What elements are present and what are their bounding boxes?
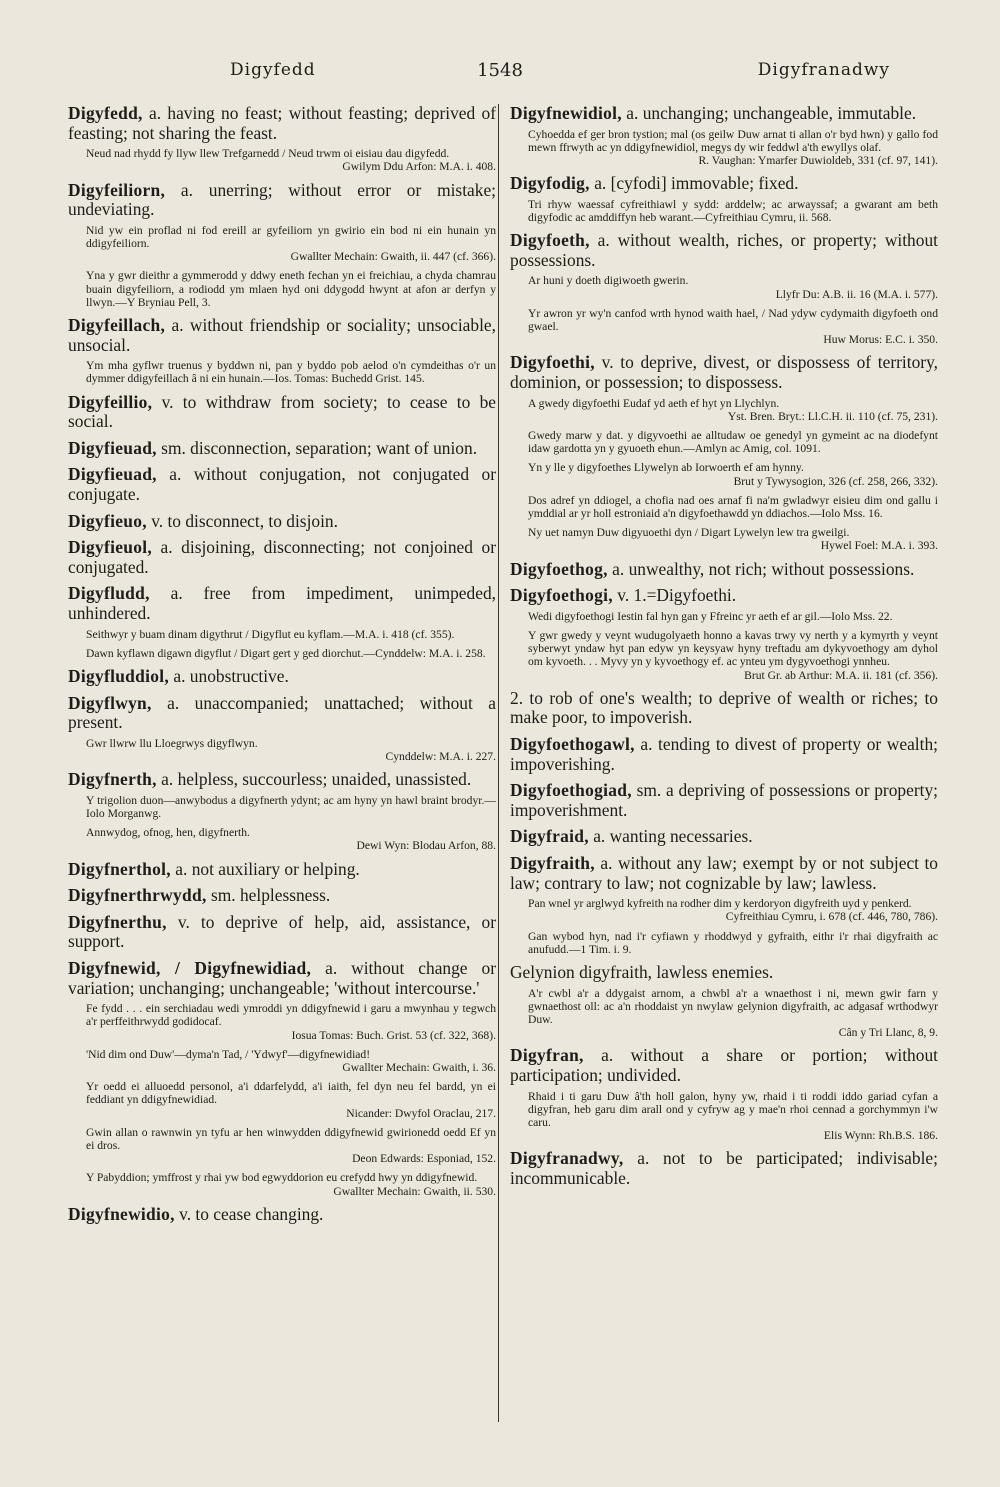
headword: Digyfoethog,: [510, 558, 608, 579]
quotation: [86, 794, 496, 820]
quotation: [528, 1090, 938, 1143]
definition: a. unerring; without error or mistake; undeviating.: [68, 179, 496, 220]
headword: Digyfludd,: [68, 583, 150, 604]
definition: a. tending to divest of property or wealth; impoverishing.: [510, 734, 938, 774]
quotation-source: Hywel Foel: M.A. i. 393.: [820, 539, 938, 553]
running-head-right: Digyfranadwy: [757, 60, 890, 80]
quotation: [528, 198, 938, 224]
quotation-source: Gwallter Mechain: Gwaith, i. 36.: [342, 1060, 496, 1074]
dictionary-entry: [68, 181, 496, 309]
quotation-text: Tri rhyw waessaf cyfreithiawl y sydd: arddelw; ac arwayssaf; a gwarant am beth digyfodic ac amddiffyn heb warant.—Cyfreithiau Cymru, ii. 568.: [528, 197, 938, 224]
dictionary-entry: [68, 584, 496, 660]
headword: Digyfoethogiad,: [510, 780, 632, 801]
quotation-text: A gwedy digyfoethi Eudaf yd aeth ef hyt yn Llychlyn.: [528, 396, 780, 410]
quotation: [86, 269, 496, 309]
definition: a. without conjugation, not conjugated or conjugate.: [68, 464, 496, 504]
definition: v. to disconnect, to disjoin.: [151, 510, 338, 531]
quotation-text: Gwedy marw y dat. y digyvoethi ae alltudaw oe genedyl yn gymeint ac na diodefynt idaw gardotta yn y gyuoeth ehun.—Amlyn ac Amig, col. 1091.: [528, 429, 938, 456]
entry-text: [510, 104, 938, 124]
dictionary-entry: [68, 439, 496, 459]
quotation-text: Y gwr gwedy y veynt wudugolyaeth honno a kavas trwy vy nerth y a kymyrth y veynt syberwyt yndaw hyt pan edyw yn keysyaw hyny treftadu am dykyvoethogy am dyhol om kyvoeth. . . Myvy yn y kyvoethogy ef. ac ynteu ym dygyvoethogi ynnheu.: [528, 629, 938, 669]
headword: Digyfluddiol,: [68, 665, 170, 686]
entry-text: [510, 1046, 938, 1085]
entry-text: [68, 439, 496, 459]
definition: a. having no feast; without feasting; deprived of feasting; not sharing the feast.: [68, 103, 496, 143]
definition: a. disjoining, disconnecting; not conjoined or conjugated.: [68, 537, 496, 577]
quotation-text: Gwin allan o rawnwin yn tyfu ar hen winwydden ddigyfnewid gwirionedd oedd Ef yn ei dros.: [86, 1125, 496, 1152]
headword: Digyfoeth,: [510, 230, 590, 251]
quotation: [86, 1171, 496, 1197]
definition: sm. helplessness.: [210, 885, 331, 906]
headword: Digyfoethi,: [510, 352, 595, 373]
quotation-text: Ar huni y doeth digiwoeth gwerin.: [528, 274, 689, 288]
dictionary-entry: [68, 1205, 496, 1225]
quotation: [86, 1048, 496, 1074]
definition: Gelynion digyfraith, lawless enemies.: [510, 961, 774, 982]
dictionary-entry: [510, 689, 938, 728]
quotation: [86, 628, 496, 641]
quotation-text: Fe fydd . . . ein serchiadau wedi ymroddi yn ddigyfnewid i garu a mwynhau y tegwch a'r perffeithrwydd godidocaf.: [86, 1002, 496, 1029]
entry-text: [68, 860, 496, 880]
quotation-source: Dewi Wyn: Blodau Arfon, 88.: [356, 839, 496, 853]
entry-text: [68, 667, 496, 687]
definition: sm. a depriving of possessions or property; impoverishment.: [510, 780, 938, 820]
definition: a. without friendship or sociality; unsociable, unsocial.: [68, 315, 496, 355]
entry-text: [68, 316, 496, 355]
dictionary-entry: [510, 174, 938, 224]
page-number: 1548: [477, 60, 523, 81]
entry-text: [68, 538, 496, 577]
definition: a. without a share or portion; without participation; undivided.: [510, 1045, 938, 1085]
entry-text: [510, 353, 938, 392]
definition: a. without change or variation; unchanging; unchangeable; 'without intercourse.': [68, 957, 496, 998]
quotation-text: Y Pabyddion; ymffrost y rhai yw bod egwyddorion eu crefydd hwy yn ddigyfnewid.: [86, 1171, 478, 1185]
dictionary-entry: [510, 781, 938, 820]
dictionary-entry: [68, 538, 496, 577]
entry-text: [510, 854, 938, 893]
dictionary-entry: [68, 512, 496, 532]
dictionary-entry: [510, 963, 938, 1039]
quotation-source: Cân y Tri Llanc, 8, 9.: [838, 1026, 938, 1040]
entry-text: [68, 770, 496, 790]
quotation: [528, 397, 938, 423]
entry-text: [68, 584, 496, 623]
quotation-source: Cyfreithiau Cymru, i. 678 (cf. 446, 780, 786).: [725, 910, 938, 924]
entry-text: [510, 560, 938, 580]
entry-text: [68, 886, 496, 906]
quotation-text: Y trigolion duon—anwybodus a digyfnerth ydynt; ac am hyny yn hawl braint brodyr.—Iolo Morganwg.: [86, 793, 496, 820]
right-column: [510, 104, 938, 1196]
quotation: [528, 629, 938, 682]
quotation: [528, 526, 938, 552]
quotation-text: Gan wybod hyn, nad i'r cyfiawn y rhoddwyd y gyfraith, eithr i'r rhai digyfraith ac anufudd.—1 Tim. i. 9.: [528, 929, 938, 956]
quotation-text: Cyhoedda ef ger bron tystion; mal (os geilw Duw arnat ti allan o'r byd hwn) y gallo fod mewn ffrwyth ac yn ddigyfnewidiol, megys dy wir feddwl a'th ewyllys olaf.: [528, 127, 938, 154]
definition: a. unobstructive.: [173, 665, 289, 686]
quotation-text: Neud nad rhydd fy llyw llew Trefgarnedd / Neud trwm oi eisiau dau digyfedd.: [86, 147, 450, 161]
quotation-source: Brut y Tywysogion, 326 (cf. 258, 266, 332).: [733, 474, 938, 488]
entry-text: [68, 959, 496, 998]
quotation-text: 'Nid dim ond Duw'—dyma'n Tad, / 'Ydwyf'—digyfnewidiad!: [86, 1047, 371, 1061]
quotation-source: Gwallter Mechain: Gwaith, ii. 530.: [333, 1184, 496, 1198]
quotation-text: Dos adref yn ddiogel, a chofia nad oes arnaf fi na'm gwladwyr eisieu dim ond gallu i ymddial ar yr holl estroniaid a'n digyfoethawdd yn ddiachos.—Iolo Mss. 16.: [528, 493, 938, 521]
definition: v. to deprive of help, aid, assistance, or support.: [68, 911, 496, 952]
entry-text: [510, 963, 938, 983]
entry-text: [68, 181, 496, 220]
quotation-text: Dawn kyflawn digawn digyflut / Digart gert y ged diorchut.—Cynddelw: M.A. i. 258.: [86, 646, 486, 660]
quotation-source: Brut Gr. ab Arthur: M.A. ii. 181 (cf. 356).: [744, 668, 938, 682]
entry-text: [510, 1149, 938, 1188]
quotation: [528, 307, 938, 347]
dictionary-entry: [68, 393, 496, 432]
definition: v. to deprive, divest, or dispossess of territory, dominion, or possession; to dispossess.: [510, 352, 938, 392]
entry-text: [510, 174, 938, 194]
dictionary-entry: [68, 959, 496, 1198]
quotation: [528, 461, 938, 487]
dictionary-entry: [510, 827, 938, 847]
headword: Digyfraith,: [510, 852, 595, 873]
entry-text: [68, 913, 496, 952]
definition: v. to cease changing.: [179, 1203, 324, 1224]
dictionary-entry: [68, 886, 496, 906]
headword: Digyflwyn,: [68, 692, 152, 713]
quotation: [528, 274, 938, 300]
dictionary-entry: [68, 316, 496, 386]
quotation-text: Nid yw ein proflad ni fod ereill ar gyfeiliorn yn gwirio ein bod ni ein hunain yn ddigyfeiliorn.: [86, 223, 496, 250]
quotation: [528, 610, 938, 623]
entry-text: [510, 586, 938, 606]
definition: a. unaccompanied; unattached; without a present.: [68, 692, 496, 733]
dictionary-entry: [510, 1046, 938, 1142]
quotation-text: Rhaid i ti garu Duw â'th holl galon, hyny yw, rhaid i ti roddi iddo gariad cyfan a digyfran, heb garu dim arall ond y cyfryw ag y mae'n rhoi cennad a gorchymmyn i'w caru.: [528, 1089, 938, 1129]
definition: a. helpless, succourless; unaided, unassisted.: [161, 769, 472, 790]
page-header: [70, 60, 930, 88]
definition: v. to withdraw from society; to cease to be social.: [68, 391, 496, 432]
headword: Digyfraid,: [510, 826, 589, 847]
definition: v. 1.=Digyfoethi.: [617, 585, 737, 606]
definition: a. not to be participated; indivisable; incommunicable.: [510, 1148, 938, 1188]
entry-text: [510, 827, 938, 847]
entry-text: [68, 512, 496, 532]
quotation-source: Elis Wynn: Rh.B.S. 186.: [823, 1129, 938, 1143]
dictionary-entry: [68, 913, 496, 952]
headword: Digyfeillach,: [68, 315, 166, 335]
quotation: [528, 429, 938, 455]
quotation: [86, 1126, 496, 1166]
entry-text: [68, 465, 496, 504]
dictionary-entry: [68, 667, 496, 687]
headword: Digyfnerth,: [68, 769, 157, 790]
quotation: [528, 128, 938, 168]
dictionary-entry: [68, 860, 496, 880]
dictionary-entry: [510, 1149, 938, 1188]
headword: Digyfieuad,: [68, 437, 157, 458]
quotation-source: Gwilym Ddu Arfon: M.A. i. 408.: [342, 160, 496, 174]
quotation-source: Yst. Bren. Bryt.: Ll.C.H. ii. 110 (cf. 75, 231).: [727, 409, 938, 423]
quotation-source: R. Vaughan: Ymarfer Duwioldeb, 331 (cf. 97, 141).: [698, 154, 938, 167]
quotation-source: Gwallter Mechain: Gwaith, ii. 447 (cf. 366).: [290, 250, 496, 264]
entry-text: [68, 393, 496, 432]
quotation: [86, 826, 496, 852]
headword: Digyfieuol,: [68, 537, 152, 558]
quotation-text: Wedi digyfoethogi Iestin fal hyn gan y Ffreinc yr aeth ef ar gil.—Iolo Mss. 22.: [528, 609, 893, 623]
column-divider: [498, 104, 499, 1422]
dictionary-entry: [510, 104, 938, 167]
dictionary-entry: [68, 465, 496, 504]
headword: Digyfeiliorn,: [68, 179, 166, 200]
quotation: [86, 147, 496, 173]
dictionary-entry: [510, 586, 938, 682]
entry-text: [68, 694, 496, 733]
quotation: [528, 897, 938, 923]
quotation-text: Annwydog, ofnog, hen, digyfnerth.: [86, 826, 250, 840]
quotation-text: Pan wnel yr arglwyd kyfreith na rodher dim y kerdoryon digyfreith uyd y penkerd.: [528, 897, 912, 911]
headword: Digyfnewidiol,: [510, 103, 622, 123]
quotation-text: Yn y lle y digyfoethes Llywelyn ab Iorwoerth ef am hynny.: [528, 461, 804, 475]
quotation-source: Llyfr Du: A.B. ii. 16 (M.A. i. 577).: [775, 287, 938, 301]
quotation-source: Nicander: Dwyfol Oraclau, 217.: [346, 1106, 496, 1120]
definition: 2. to rob of one's wealth; to deprive of wealth or riches; to make poor, to impoverish.: [510, 687, 938, 728]
dictionary-entry: [510, 353, 938, 552]
quotation-text: Ym mha gyflwr truenus y byddwn ni, pan y byddo pob aelod o'n cymdeithas o'r un dymmer ddigyfeillach â ni ein hunain.—Ios. Tomas: Buchedd Grist. 145.: [86, 359, 496, 386]
headword: Digyfnewidio,: [68, 1203, 175, 1224]
headword: Digyfoethogi,: [510, 585, 613, 606]
headword: Digyfeillio,: [68, 391, 153, 412]
dictionary-entry: [68, 694, 496, 764]
entry-text: [510, 231, 938, 270]
quotation: [528, 494, 938, 520]
quotation: [86, 1002, 496, 1042]
definition: a. without wealth, riches, or property; without possessions.: [510, 230, 938, 270]
quotation-source: Iosua Tomas: Buch. Grist. 53 (cf. 322, 368).: [291, 1028, 496, 1042]
running-head-left: Digyfedd: [230, 60, 316, 80]
dictionary-entry: [68, 770, 496, 852]
entry-text: [68, 1205, 496, 1225]
quotation-text: Gwr llwrw llu Lloegrwys digyflwyn.: [86, 736, 258, 750]
headword: Digyfran,: [510, 1045, 584, 1066]
quotation-text: Ny uet namyn Duw digyuoethi dyn / Digart Lywelyn lew tra gweilgi.: [528, 526, 850, 540]
headword: Digyfnerthol,: [68, 858, 171, 879]
quotation-source: Deon Edwards: Esponiad, 152.: [352, 1152, 496, 1166]
quotation: [528, 930, 938, 956]
entry-text: [510, 689, 938, 728]
entry-text: [68, 104, 496, 143]
quotation-text: Seithwyr y buam dinam digythrut / Digyflut eu kyflam.—M.A. i. 418 (cf. 355).: [86, 627, 455, 641]
headword: Digyfnerthrwydd,: [68, 885, 207, 906]
headword: Digyfranadwy,: [510, 1148, 624, 1169]
quotation: [86, 737, 496, 763]
quotation: [86, 224, 496, 264]
quotation-text: Yr awron yr wy'n canfod wrth hynod waith hael, / Nad ydyw cydymaith digyfoeth ond gwael.: [528, 306, 938, 333]
headword: Digyfedd,: [68, 103, 143, 123]
definition: sm. disconnection, separation; want of union.: [161, 437, 478, 458]
headword: Digyfoethogawl,: [510, 734, 635, 755]
definition: a. wanting necessaries.: [593, 826, 753, 847]
definition: a. not auxiliary or helping.: [175, 858, 360, 879]
quotation: [86, 359, 496, 385]
quotation-text: Yna y gwr dieithr a gymmerodd y ddwy eneth fechan yn ei freichiau, a chyda chamrau buain digyfeiliorn, a rodiodd ym mlaen hyd oni ddygodd hwynt at afon ar derfyn y llwyn.—Y Bryniau Pell, 3.: [86, 269, 496, 309]
headword: Digyfodig,: [510, 173, 590, 194]
headword: Digyfnerthu,: [68, 911, 167, 932]
entry-text: [510, 781, 938, 820]
dictionary-entry: [68, 104, 496, 174]
dictionary-entry: [510, 231, 938, 346]
quotation-source: Huw Morus: E.C. i. 350.: [823, 333, 938, 347]
definition: a. free from impediment, unimpeded, unhindered.: [68, 583, 496, 623]
left-column: [68, 104, 496, 1231]
headword: Digyfnewid, / Digyfnewidiad,: [68, 957, 312, 978]
headword: Digyfieuad,: [68, 464, 157, 485]
quotation: [528, 987, 938, 1040]
dictionary-entry: [510, 854, 938, 956]
dictionary-entry: [510, 560, 938, 580]
quotation-text: Yr oedd ei alluoedd personol, a'i ddarfelydd, a'i iaith, fel dyn neu fel bardd, yn ei feddiant yn ddigyfnewidiad.: [86, 1080, 496, 1107]
definition: a. [cyfodi] immovable; fixed.: [594, 173, 799, 194]
definition: a. unchanging; unchangeable, immutable.: [626, 103, 917, 123]
definition: a. unwealthy, not rich; without possessions.: [612, 558, 915, 579]
quotation-source: Cynddelw: M.A. i. 227.: [385, 749, 496, 763]
quotation: [86, 647, 496, 660]
definition: a. without any law; exempt by or not subject to law; contrary to law; not cognizable by law; lawless.: [510, 852, 938, 893]
quotation-text: A'r cwbl a'r a ddygaist arnom, a chwbl a'r a wnaethost i ni, mewn gwir farn y gwnaethost oll: ac a'n rhoddaist yn nwylaw gelynion digyfraith, ac adgasaf wrthodwyr Duw.: [528, 986, 938, 1026]
entry-text: [510, 735, 938, 774]
quotation: [86, 1080, 496, 1120]
dictionary-entry: [510, 735, 938, 774]
headword: Digyfieuo,: [68, 510, 147, 531]
